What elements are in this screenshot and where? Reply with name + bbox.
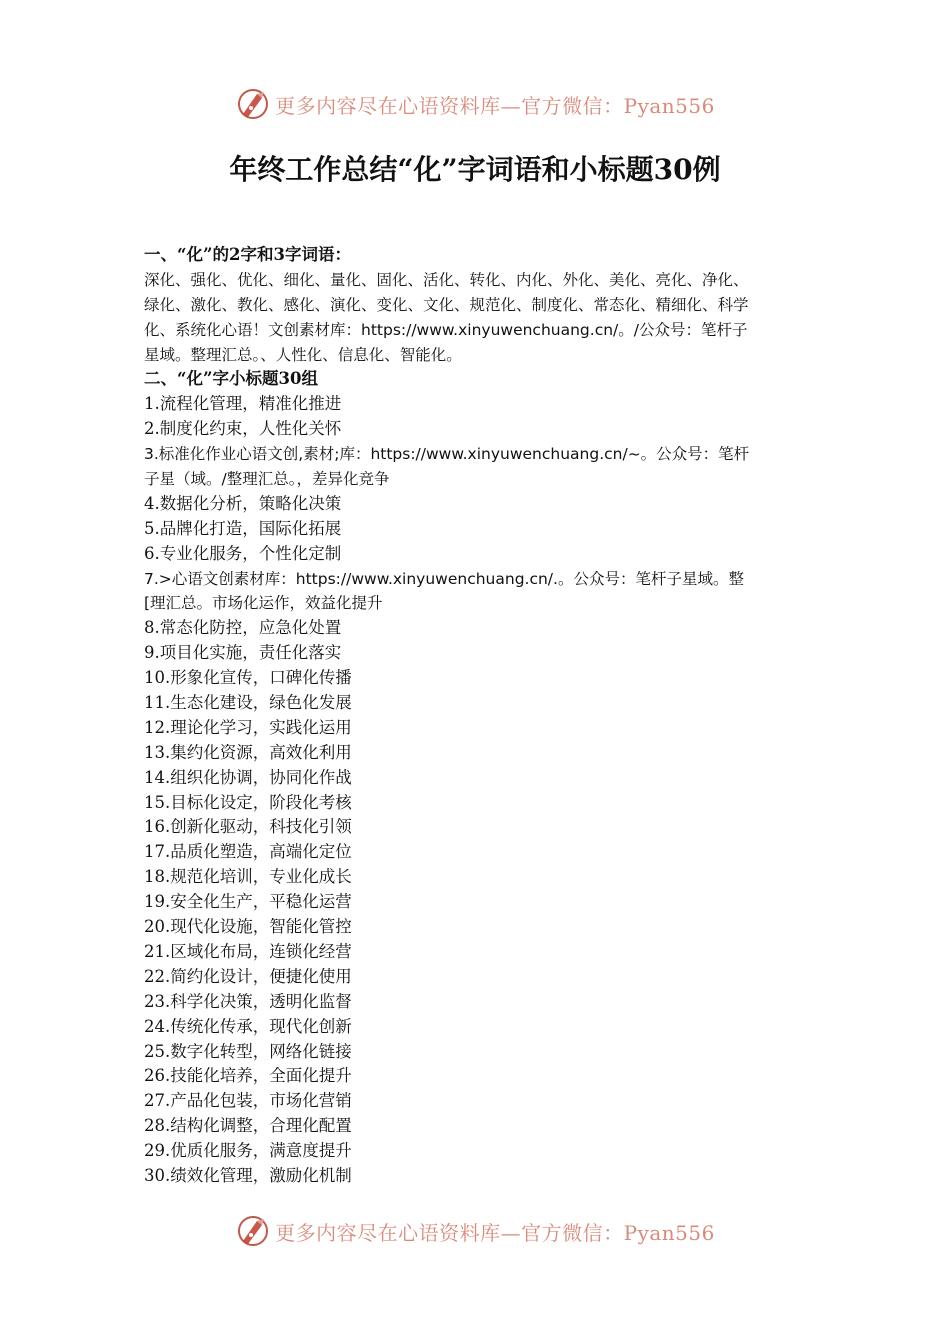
list-item: [理汇总。市场化运作，效益化提升 bbox=[144, 594, 383, 613]
list-item: 22.简约化设计，便捷化使用 bbox=[144, 966, 352, 986]
list-item: 28.结构化调整，合理化配置 bbox=[144, 1116, 352, 1136]
list-item: 7.>心语文创素材库：https://www.xinyuwenchuang.cn/.。公众号：笔杆子星域。整 bbox=[144, 569, 744, 588]
paragraph-line: 绿化、激化、教化、感化、演化、变化、文化、规范化、制度化、常态化、精细化、科学 bbox=[144, 295, 749, 314]
list-item: 30.绩效化管理，激励化机制 bbox=[144, 1165, 352, 1185]
list-item: 8.常态化防控，应急化处置 bbox=[144, 618, 342, 638]
list-item: 18.规范化培训，专业化成长 bbox=[144, 867, 352, 887]
document-body bbox=[144, 243, 808, 1189]
list-item: 20.现代化设施，智能化管控 bbox=[144, 917, 352, 937]
list-item: 25.数字化转型，网络化链接 bbox=[144, 1041, 352, 1061]
pen-nib-circle-icon bbox=[235, 1213, 271, 1249]
pen-nib-circle-icon bbox=[235, 86, 271, 122]
list-item: 16.创新化驱动，科技化引领 bbox=[144, 817, 352, 837]
section-heading-1: 一、“化”的2字和3字词语： bbox=[144, 245, 351, 264]
list-item: 4.数据化分析，策略化决策 bbox=[144, 493, 342, 513]
list-item: 1.流程化管理，精准化推进 bbox=[144, 394, 342, 414]
list-item: 6.专业化服务，个性化定制 bbox=[144, 543, 342, 563]
list-item: 24.传统化传承，现代化创新 bbox=[144, 1016, 352, 1036]
list-item: 29.优质化服务，满意度提升 bbox=[144, 1141, 352, 1161]
list-item: 5.品牌化打造，国际化拓展 bbox=[144, 518, 342, 538]
watermark-text: 更多内容尽在心语资料库—官方微信：Pyan556 bbox=[275, 1220, 715, 1245]
list-item: 21.区域化布局，连锁化经营 bbox=[144, 941, 352, 961]
list-item: 17.品质化塑造，高端化定位 bbox=[144, 842, 352, 862]
document-title: 年终工作总结“化”字词语和小标题30例 bbox=[229, 153, 721, 186]
list-item: 15.目标化设定，阶段化考核 bbox=[144, 792, 352, 812]
list-item: 13.集约化资源，高效化利用 bbox=[144, 742, 352, 762]
list-item: 23.科学化决策，透明化监督 bbox=[144, 991, 352, 1011]
list-item: 10.形象化宣传，口碑化传播 bbox=[144, 668, 352, 688]
list-item: 14.组织化协调，协同化作战 bbox=[144, 767, 352, 787]
list-item: 26.技能化培养，全面化提升 bbox=[144, 1066, 352, 1086]
list-item: 12.理论化学习，实践化运用 bbox=[144, 717, 352, 737]
section-heading-2: 二、“化”字小标题30组 bbox=[144, 369, 318, 389]
paragraph-line: 深化、强化、优化、细化、量化、固化、活化、转化、内化、外化、美化、亮化、净化、 bbox=[144, 270, 749, 289]
header-watermark-banner bbox=[0, 84, 950, 124]
list-item: 11.生态化建设，绿色化发展 bbox=[144, 693, 352, 713]
watermark-text: 更多内容尽在心语资料库—官方微信：Pyan556 bbox=[275, 93, 715, 118]
list-item: 3.标准化作业心语文创,素材;库：https://www.xinyuwenchuang.cn/~。公众号：笔杆 bbox=[144, 445, 750, 464]
list-item: 19.安全化生产，平稳化运营 bbox=[144, 892, 352, 912]
list-item: 27.产品化包装，市场化营销 bbox=[144, 1091, 352, 1111]
paragraph-line: 化、系统化心语！文创素材库：https://www.xinyuwenchuang.cn/。/公众号：笔杆子 bbox=[144, 320, 748, 339]
footer-watermark-banner bbox=[0, 1211, 950, 1251]
list-item: 9.项目化实施，责任化落实 bbox=[144, 643, 342, 663]
paragraph-line: 星域。整理汇总。、人性化、信息化、智能化。 bbox=[144, 345, 462, 364]
list-item: 子星（域。/整理汇总。，差异化竞争 bbox=[144, 470, 390, 489]
list-item: 2.制度化约束，人性化关怀 bbox=[144, 419, 342, 439]
